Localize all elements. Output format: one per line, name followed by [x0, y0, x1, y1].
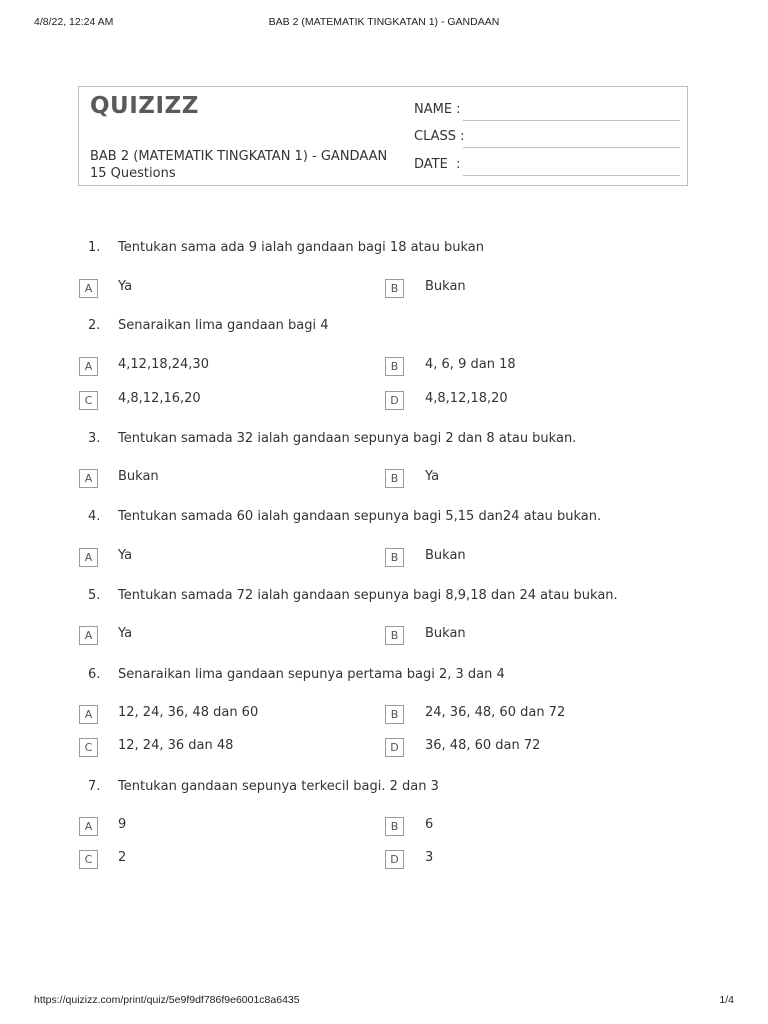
option-text[interactable]: 12, 24, 36, 48 dan 60 — [118, 705, 259, 720]
option-text[interactable]: 36, 48, 60 dan 72 — [425, 738, 541, 753]
question-number: 5. — [88, 588, 101, 603]
class-label: CLASS : — [414, 129, 465, 144]
question-number: 7. — [88, 779, 101, 794]
option-letter-box[interactable]: D — [385, 391, 404, 410]
question-number: 4. — [88, 509, 101, 524]
option-letter-box[interactable]: B — [385, 626, 404, 645]
option-text[interactable]: 9 — [118, 817, 127, 832]
option-letter-box[interactable]: C — [79, 738, 98, 757]
option-letter-box[interactable]: B — [385, 705, 404, 724]
question-number: 2. — [88, 318, 101, 333]
question-text: Tentukan gandaan sepunya terkecil bagi. 2 dan 3 — [118, 779, 439, 794]
option-text[interactable]: 3 — [425, 850, 434, 865]
option-text[interactable]: Bukan — [425, 279, 466, 294]
option-text[interactable]: 6 — [425, 817, 434, 832]
name-label: NAME : — [414, 102, 461, 117]
question-number: 6. — [88, 667, 101, 682]
question-text: Tentukan samada 60 ialah gandaan sepunya bagi 5,15 dan24 atau bukan. — [118, 509, 602, 524]
option-text[interactable]: 4,12,18,24,30 — [118, 357, 209, 372]
option-text[interactable]: Bukan — [425, 626, 466, 641]
question-text: Senaraikan lima gandaan bagi 4 — [118, 318, 329, 333]
question-text: Tentukan sama ada 9 ialah gandaan bagi 18 atau bukan — [118, 240, 484, 255]
print-title: BAB 2 (MATEMATIK TINGKATAN 1) - GANDAAN — [268, 16, 500, 28]
option-letter-box[interactable]: D — [385, 850, 404, 869]
option-letter-box[interactable]: A — [79, 469, 98, 488]
print-datetime: 4/8/22, 12:24 AM — [34, 16, 114, 28]
option-text[interactable]: 12, 24, 36 dan 48 — [118, 738, 234, 753]
option-letter-box[interactable]: A — [79, 626, 98, 645]
option-letter-box[interactable]: C — [79, 850, 98, 869]
option-letter-box[interactable]: B — [385, 469, 404, 488]
option-letter-box[interactable]: A — [79, 357, 98, 376]
option-text[interactable]: 2 — [118, 850, 127, 865]
option-text[interactable]: Bukan — [425, 548, 466, 563]
option-letter-box[interactable]: C — [79, 391, 98, 410]
question-text: Senaraikan lima gandaan sepunya pertama bagi 2, 3 dan 4 — [118, 667, 505, 682]
option-letter-box[interactable]: B — [385, 279, 404, 298]
option-letter-box[interactable]: A — [79, 817, 98, 836]
question-number: 1. — [88, 240, 101, 255]
page-number: 1/4 — [719, 994, 734, 1006]
option-text[interactable]: 4,8,12,18,20 — [425, 391, 508, 406]
option-letter-box[interactable]: B — [385, 548, 404, 567]
date-line[interactable] — [463, 175, 680, 176]
option-text[interactable]: Ya — [118, 279, 133, 294]
name-line[interactable] — [463, 120, 680, 121]
option-letter-box[interactable]: B — [385, 817, 404, 836]
quizizz-logo: QUIZIZZ — [90, 93, 199, 119]
option-text[interactable]: Ya — [118, 626, 133, 641]
quiz-title: BAB 2 (MATEMATIK TINGKATAN 1) - GANDAAN — [90, 149, 388, 164]
option-letter-box[interactable]: A — [79, 705, 98, 724]
print-header — [34, 16, 734, 32]
print-url: https://quizizz.com/print/quiz/5e9f9df786f9e6001c8a6435 — [34, 994, 300, 1006]
option-text[interactable]: Ya — [425, 469, 440, 484]
quiz-header-box — [78, 86, 688, 186]
option-text[interactable]: 24, 36, 48, 60 dan 72 — [425, 705, 566, 720]
option-letter-box[interactable]: B — [385, 357, 404, 376]
class-line[interactable] — [463, 147, 680, 148]
option-text[interactable]: Ya — [118, 548, 133, 563]
option-letter-box[interactable]: A — [79, 548, 98, 567]
print-footer — [34, 994, 734, 1010]
option-letter-box[interactable]: A — [79, 279, 98, 298]
option-text[interactable]: 4, 6, 9 dan 18 — [425, 357, 516, 372]
question-number: 3. — [88, 431, 101, 446]
date-label: DATE : — [414, 157, 461, 172]
question-text: Tentukan samada 72 ialah gandaan sepunya bagi 8,9,18 dan 24 atau bukan. — [118, 588, 618, 603]
question-count: 15 Questions — [90, 166, 176, 181]
question-text: Tentukan samada 32 ialah gandaan sepunya bagi 2 dan 8 atau bukan. — [118, 431, 577, 446]
option-text[interactable]: Bukan — [118, 469, 159, 484]
option-letter-box[interactable]: D — [385, 738, 404, 757]
option-text[interactable]: 4,8,12,16,20 — [118, 391, 201, 406]
